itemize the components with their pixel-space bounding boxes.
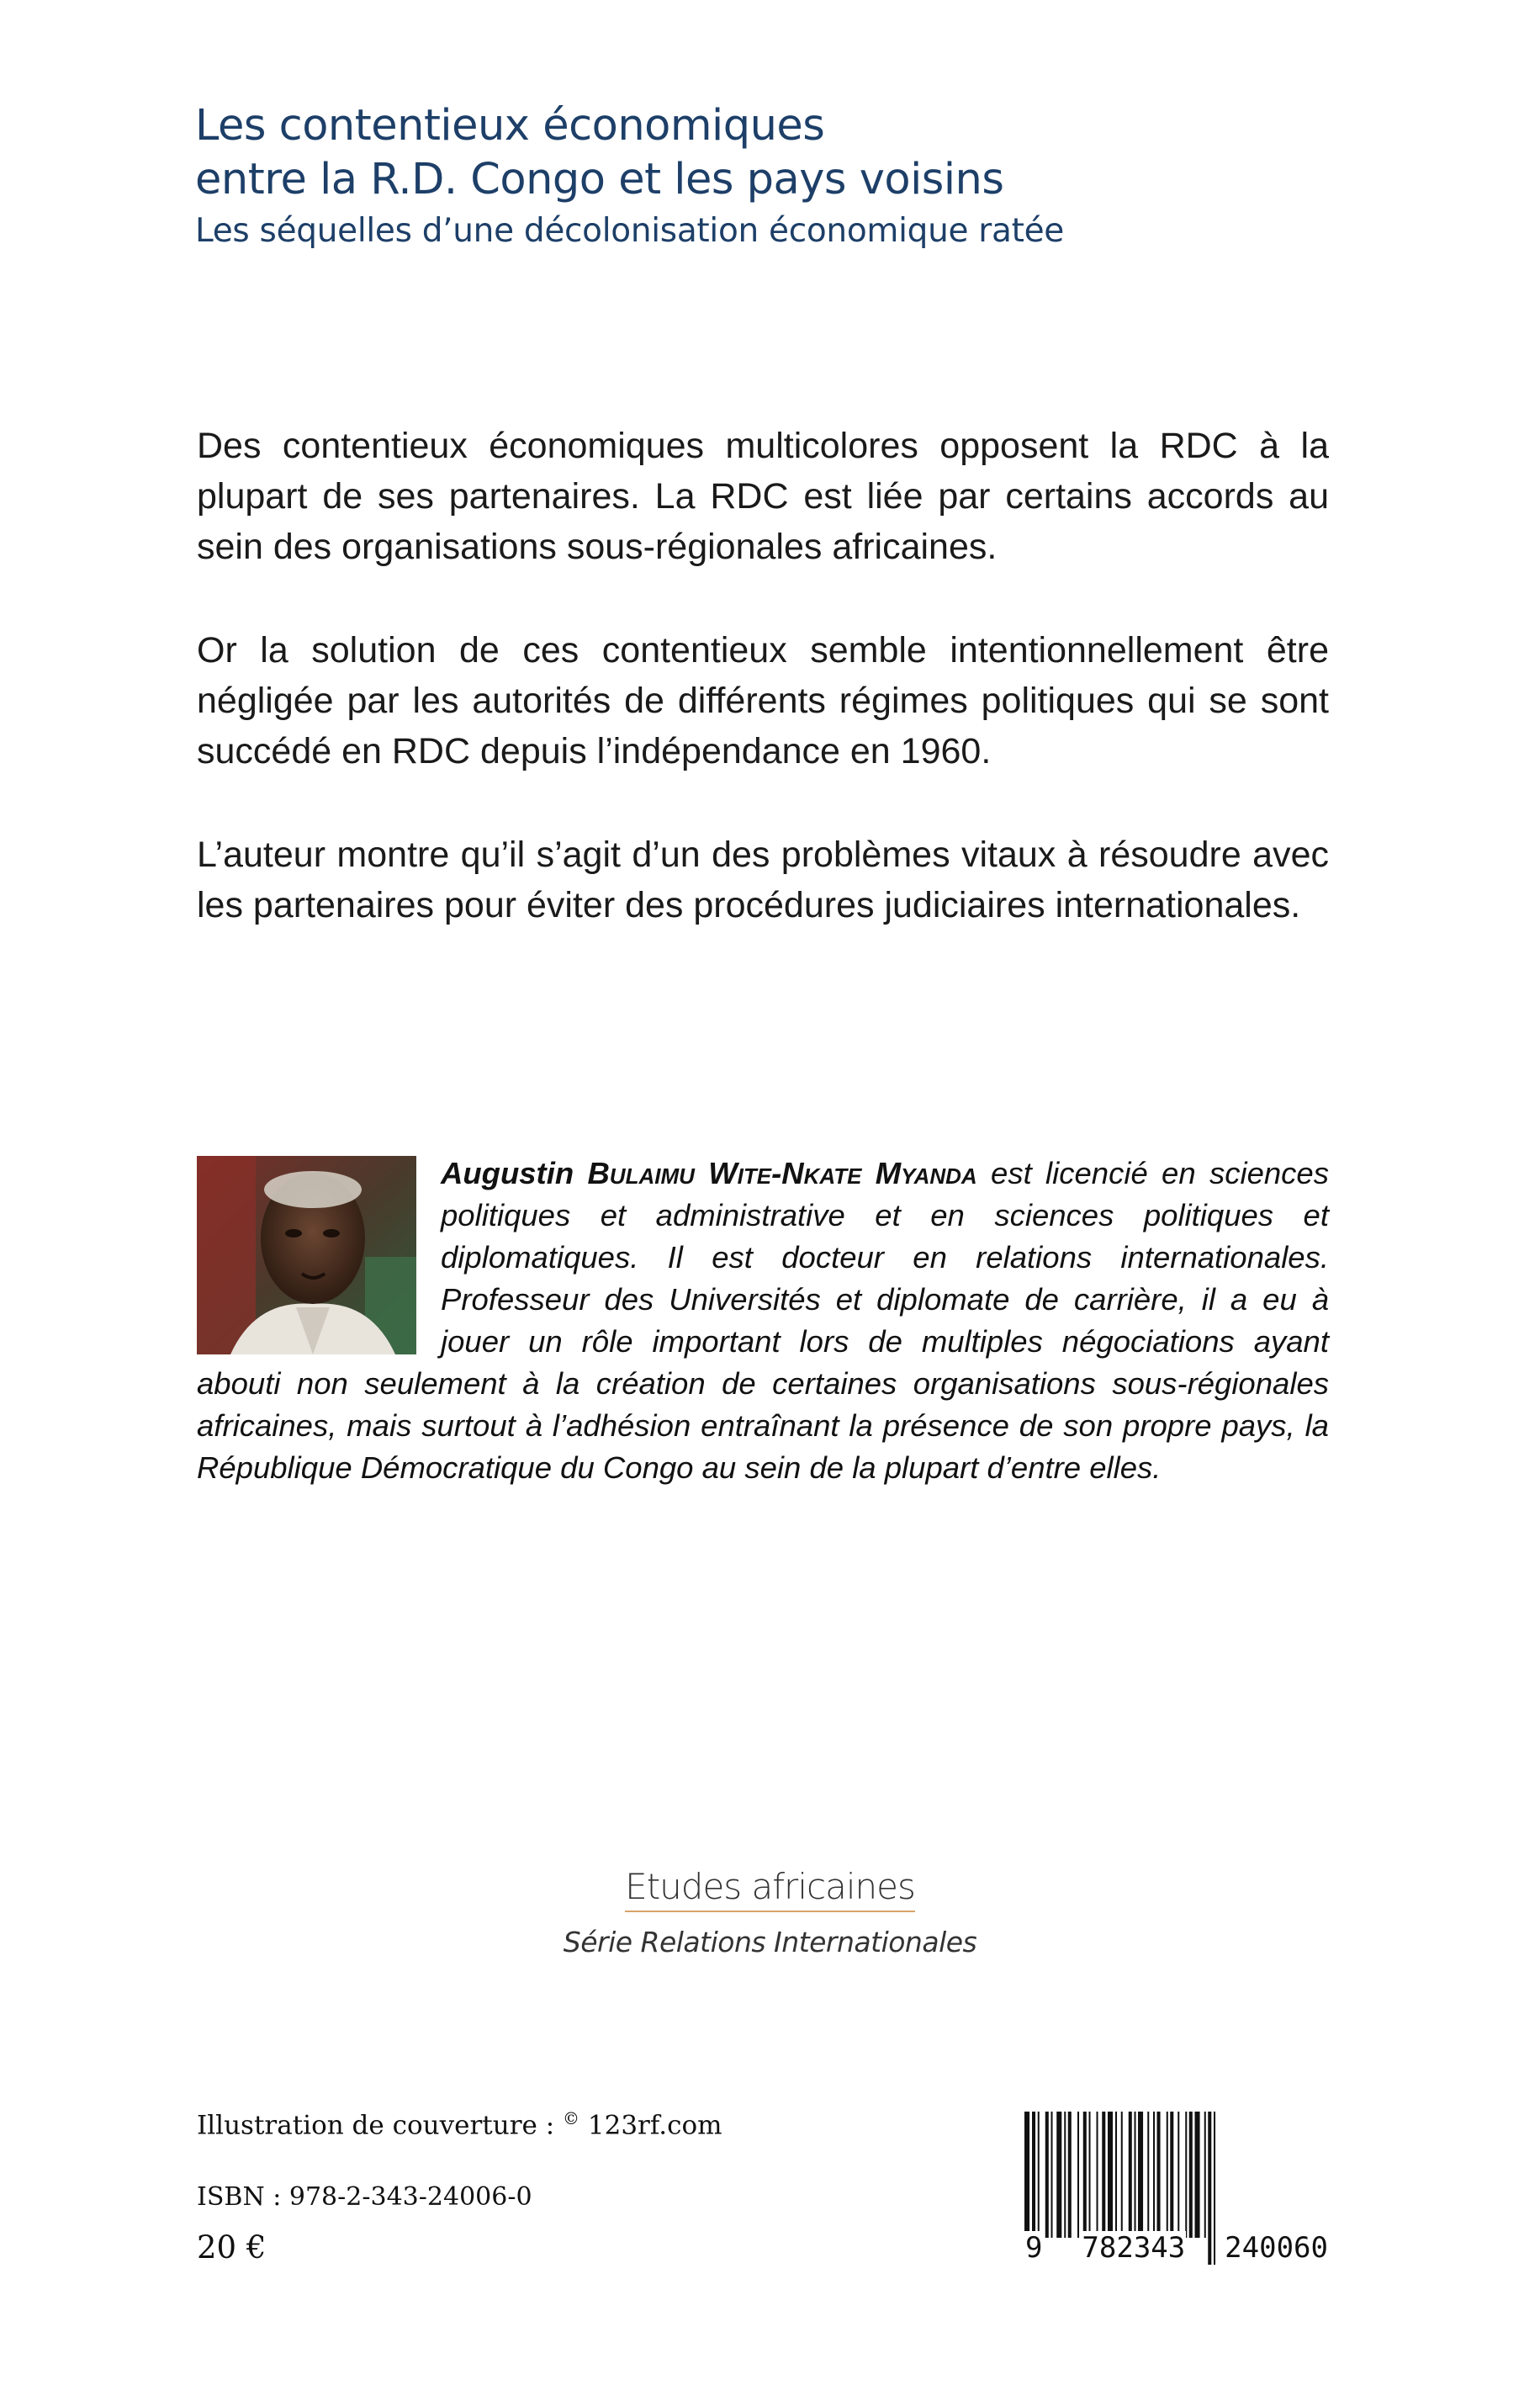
- barcode-bar: [1083, 2112, 1087, 2238]
- barcode-bar: [1138, 2112, 1143, 2238]
- author-surname: Bulaimu Wite-Nkate Myanda: [587, 1156, 977, 1190]
- illustration-credit-source: 123rf.com: [587, 2110, 722, 2141]
- collection-name: Etudes africaines: [625, 1866, 915, 1912]
- price-label: 20 €: [197, 2229, 267, 2266]
- book-title-line-2: entre la R.D. Congo et les pays voisins: [195, 155, 1004, 204]
- barcode-bar: [1051, 2112, 1053, 2238]
- barcode-bar: [1167, 2112, 1168, 2238]
- book-subtitle: Les séquelles d’une décolonisation économique ratée: [195, 212, 1064, 250]
- barcode-bar: [1189, 2112, 1193, 2238]
- barcode-digit-group: 9: [1025, 2231, 1043, 2265]
- series-name: Série Relations Internationales: [563, 1926, 977, 1958]
- barcode-digit-group: 240060: [1225, 2231, 1328, 2265]
- book-title-line-1: Les contentieux économiques: [195, 101, 825, 151]
- barcode-bar: [1102, 2112, 1105, 2238]
- barcode-bar: [1185, 2112, 1187, 2238]
- book-title-block: [195, 99, 1389, 254]
- barcode-bar: [1147, 2112, 1149, 2238]
- barcode-bar: [1153, 2112, 1155, 2238]
- barcode-bar: [1045, 2112, 1049, 2238]
- blurb-paragraph: Or la solution de ces contentieux semble intentionnellement être négligée par les autorités de différents régimes politiques qui se sont succédé en RDC depuis l’indépendance en 1960.: [197, 630, 1329, 771]
- barcode-bar: [1064, 2112, 1066, 2238]
- barcode-digits: [1024, 2231, 1329, 2265]
- back-cover-blurb: [197, 421, 1329, 983]
- blurb-paragraph: L’auteur montre qu’il s’agit d’un des problèmes vitaux à résoudre avec les partenaires pour éviter des procédures judiciaires internationales.: [197, 835, 1329, 925]
- barcode-bar: [1170, 2112, 1173, 2238]
- barcode-bar: [1056, 2112, 1061, 2238]
- photo-wrap-spacer: [197, 1153, 417, 1359]
- barcode-bar: [1204, 2112, 1206, 2238]
- barcode-bar: [1097, 2112, 1098, 2238]
- author-first-name: Augustin: [441, 1156, 574, 1190]
- author-bio-text: est licencié en sciences politiques et administrative et en sciences politiques et diplomatiques. Il est docteur en relations internationales. Professeur des Universités et diplomate de carrière, il a eu à jouer un rôle important lors de multiples négociations ayant abouti non seulement à la création de certaines organisations sous-régionales africaines, mais surtout à l’adhésion entraînant la présence de son propre pays, la République Démocratique du Congo au sein de la plupart d’entre elles.: [197, 1156, 1329, 1485]
- barcode-bar: [1068, 2112, 1072, 2238]
- barcode-bar: [1038, 2112, 1040, 2238]
- illustration-credit: [197, 2108, 722, 2140]
- barcode-bar: [1135, 2112, 1136, 2238]
- barcode-bar: [1157, 2112, 1161, 2238]
- barcode-bar: [1177, 2112, 1179, 2238]
- barcode-bar: [1077, 2112, 1079, 2238]
- collection-block: [0, 1866, 1540, 1958]
- blurb-paragraph: Des contentieux économiques multicolores opposent la RDC à la plupart de ses partenaires. La RDC est liée par certains accords au sein des organisations sous-régionales africaines.: [197, 426, 1329, 567]
- barcode-bar: [1115, 2112, 1117, 2238]
- isbn-label: ISBN : 978-2-343-24006-0: [197, 2182, 532, 2212]
- barcode-digit-group: 782343: [1082, 2231, 1186, 2265]
- author-bio: [197, 1153, 1329, 1489]
- barcode-bar: [1108, 2112, 1113, 2238]
- copyright-symbol: ©: [563, 2108, 580, 2128]
- barcode-bar: [1089, 2112, 1091, 2238]
- barcode-bar: [1195, 2112, 1200, 2238]
- illustration-credit-label: Illustration de couverture :: [197, 2110, 555, 2141]
